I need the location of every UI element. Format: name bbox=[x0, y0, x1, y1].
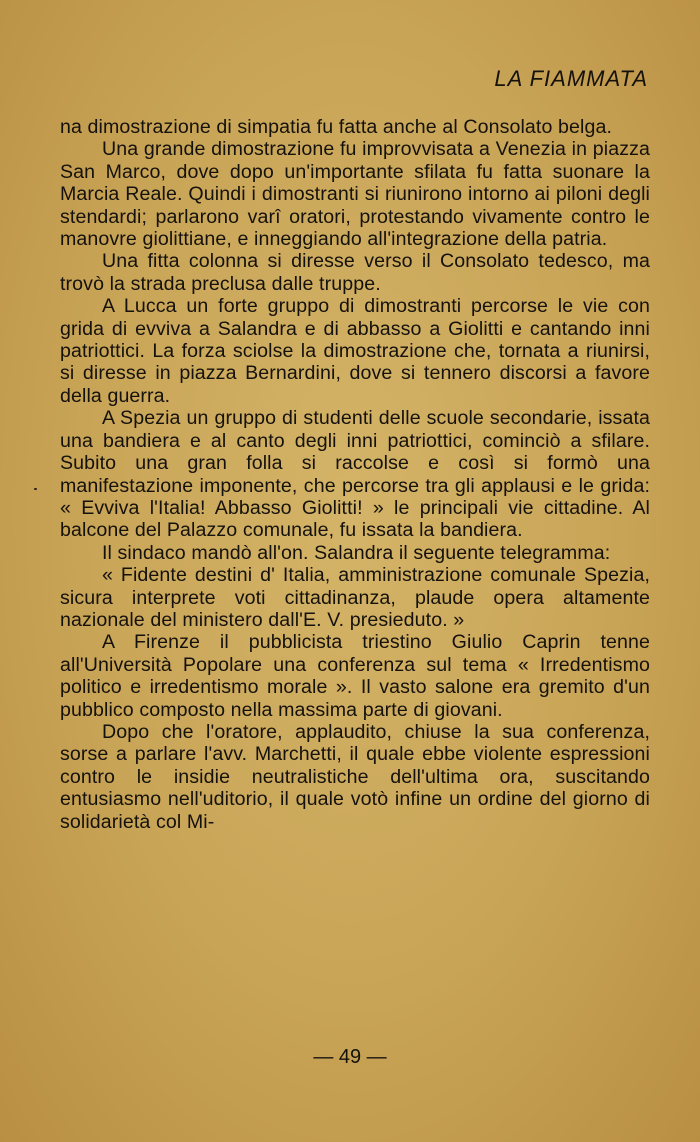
paragraph-2: Una grande dimostrazione fu improvvisata a Venezia in piazza San Marco, dove dopo un'importante sfilata fu fatta suonare la Marcia Reale. Quindi i dimostranti si riunirono intorno ai piloni degli stendardi; parlarono varî oratori, protestando vivamente contro le manovre giolittiane, e inneggiando all'integrazione della patria. bbox=[60, 138, 650, 251]
paragraph-4: A Lucca un forte gruppo di dimostranti percorse le vie con grida di evviva a Salandra e di abbasso a Giolitti e cantando inni patriottici. La forza sciolse la dimostrazione che, tornata a riunirsi, si diresse in piazza Bernardini, dove si tennero discorsi a favore della guerra. bbox=[60, 295, 650, 407]
paragraph-7: « Fidente destini d' Italia, amministrazione comunale Spezia, sicura interprete voti cittadinanza, plaude opera altamente nazionale del ministero dall'E. V. presieduto. » bbox=[60, 564, 650, 631]
page-number: — 49 — bbox=[313, 1046, 387, 1068]
running-head: LA FIAMMATA bbox=[494, 66, 648, 91]
paragraph-5: A Spezia un gruppo di studenti delle scuole secondarie, issata una bandiera e al canto degli inni patriottici, cominciò a sfilare. Subito una gran folla si raccolse e così si formò una manifestazione imponente, che percorse tra gli applausi e le grida: « Evviva l'Italia! Abbasso Giolitti! » le principali vie cittadine. Al balcone del Palazzo comunale, fu issata la bandiera. bbox=[60, 407, 650, 542]
body-text bbox=[60, 116, 650, 833]
paragraph-1: na dimostrazione di simpatia fu fatta anche al Consolato belga. bbox=[60, 116, 612, 138]
paragraph-9: Dopo che l'oratore, applaudito, chiuse la sua conferenza, sorse a parlare l'avv. Marchetti, il quale ebbe violente espressioni contro le insidie neutralistiche dell'ultima ora, suscitando entusiasmo nell'uditorio, il quale votò infine un ordine del giorno di solidarietà col Mi- bbox=[60, 720, 650, 833]
paragraph-8: A Firenze il pubblicista triestino Giulio Caprin tenne all'Università Popolare una conferenza sul tema « Irredentismo politico e irredentismo morale ». Il vasto salone era gremito d'un pubblico composto nella massima parte di giovani. bbox=[60, 631, 650, 721]
paragraph-6: Il sindaco mandò all'on. Salandra il seguente telegramma: bbox=[102, 541, 611, 564]
paragraph-3: Una fitta colonna si diresse verso il Consolato tedesco, ma trovò la strada preclusa dalle truppe. bbox=[60, 250, 650, 295]
paper-speck bbox=[34, 488, 37, 490]
